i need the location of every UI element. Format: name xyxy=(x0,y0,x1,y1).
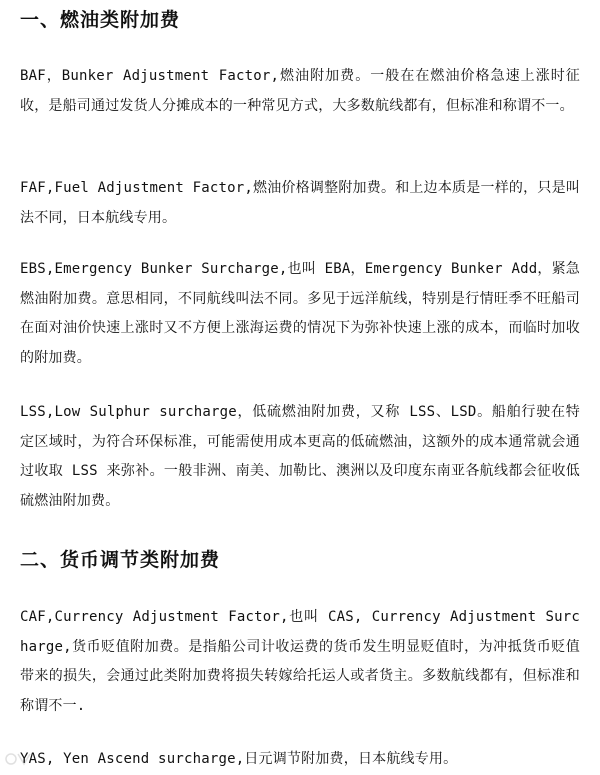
section-heading-currency-surcharges: 二、货币调节类附加费 xyxy=(20,549,221,571)
paragraph-lss: LSS,Low Sulphur surcharge，低硫燃油附加费，又称 LSS、LSD。船舶行驶在特定区域时，为符合环保标准，可能需使用成本更高的低硫燃油，这额外的成本通常就会通过收取 LSS 来弥补。一般非洲、南美、加勒比、澳洲以及印度东南亚各航线都会征收低硫燃油附加费。 xyxy=(20,404,580,509)
paragraph-ebs: EBS,Emergency Bunker Surcharge,也叫 EBA，Emergency Bunker Add，紧急燃油附加费。意思相同，不同航线叫法不同。多见于远洋航线，特别是行情旺季不旺船司在面对油价快速上涨时又不方便上涨海运费的情况下为弥补快速上涨的成本，而临时加收的附加费。 xyxy=(20,261,580,366)
paragraph-caf: CAF,Currency Adjustment Factor,也叫 CAS, Currency Adjustment Surcharge,货币贬值附加费。是指船公司计收运费的货币发生明显贬值时，为冲抵货币贬值带来的损失，会通过此类附加费将损失转嫁给托运人或者货主。多数航线都有，但标准和称谓不一. xyxy=(20,609,580,714)
paragraph-yas: YAS, Yen Ascend surcharge,日元调节附加费，日本航线专用。 xyxy=(20,751,458,767)
watermark-logo-icon xyxy=(4,750,34,768)
section-heading-fuel-surcharges: 一、燃油类附加费 xyxy=(20,9,181,31)
paragraph-baf: BAF，Bunker Adjustment Factor,燃油附加费。一般在在燃油价格急速上涨时征收，是船司通过发货人分摊成本的一种常见方式，大多数航线都有，但标准和称谓不一。 xyxy=(20,68,580,114)
paragraph-faf: FAF,Fuel Adjustment Factor,燃油价格调整附加费。和上边本质是一样的，只是叫法不同，日本航线专用。 xyxy=(20,180,580,226)
